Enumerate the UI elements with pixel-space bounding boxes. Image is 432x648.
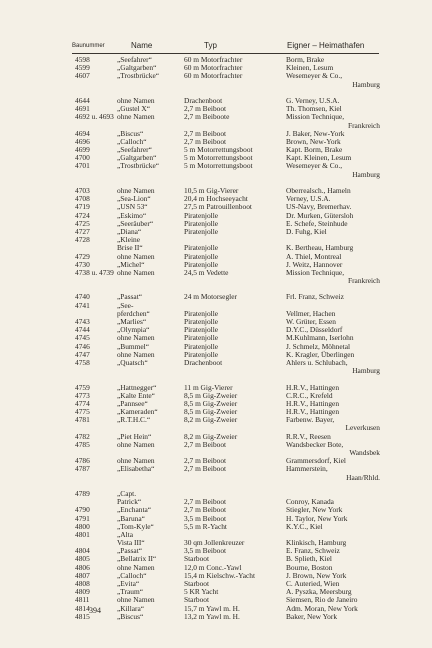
- cell-eigner: H.R.V., Hattingen: [286, 382, 340, 392]
- cell-baunummer: 4599: [75, 63, 90, 73]
- cell-name: „Traum“: [117, 587, 144, 597]
- cell-typ: Drachenboot: [184, 95, 223, 105]
- cell-baunummer: 4800: [75, 521, 90, 531]
- cell-eigner: Kapt. Borm, Brake: [286, 145, 343, 155]
- table-row: [0, 277, 432, 285]
- table-header: [0, 40, 432, 53]
- header-rule: [72, 53, 379, 54]
- cell-typ: 24 m Motorsegler: [184, 292, 237, 302]
- cell-typ: Drachenboot: [184, 357, 223, 367]
- cell-eigner: Mission Technique,: [286, 267, 345, 277]
- cell-name: „Evita“: [117, 579, 140, 588]
- cell-baunummer: 4727: [75, 226, 90, 236]
- header-name: Name: [131, 41, 153, 50]
- cell-eigner: Farbenw. Bayer,: [286, 415, 335, 425]
- cell-eigner: Frl. Franz, Schweiz: [286, 292, 344, 302]
- cell-eigner: Hammerstein,: [286, 464, 328, 474]
- cell-eigner-continued: Hamburg: [352, 366, 380, 376]
- cell-baunummer: 4724: [75, 210, 90, 220]
- cell-eigner: Vellmer, Hachen: [286, 308, 336, 318]
- cell-name: „Passat“: [117, 546, 143, 556]
- cell-name: ohne Namen: [117, 267, 155, 277]
- cell-typ: Starboot: [184, 595, 210, 605]
- cell-typ: 27,5 m Patrouillenboot: [184, 202, 252, 212]
- cell-baunummer: 4740: [75, 292, 90, 302]
- cell-typ: Piratenjolle: [184, 308, 219, 318]
- cell-baunummer: 4811: [75, 595, 90, 605]
- cell-eigner-continued: Wandsbek: [349, 448, 380, 457]
- cell-eigner: Baker, New York: [286, 611, 338, 621]
- cell-typ: Piratenjolle: [184, 226, 219, 236]
- cell-name: „Pannsee“: [117, 398, 148, 408]
- cell-eigner: K. Bertheau, Hamburg: [286, 243, 354, 253]
- cell-typ: 30 qm Jollenkreuzer: [184, 538, 245, 548]
- cell-eigner: A. Pyszka, Meersburg: [286, 587, 352, 597]
- cell-name: „Biscus“: [117, 611, 144, 621]
- cell-typ: 13,2 m Yawl m. H.: [184, 611, 240, 621]
- cell-eigner: Siemsen, Rio de Janeiro: [286, 595, 358, 605]
- cell-eigner: Kapt. Kleinen, Lesum: [286, 153, 352, 163]
- cell-eigner: R.R.V., Reesen: [286, 431, 331, 441]
- cell-typ: 11 m Gig-Vierer: [184, 382, 233, 392]
- cell-name: „Baruna“: [117, 513, 145, 523]
- cell-baunummer: 4607: [75, 71, 90, 81]
- cell-typ: 15,4 m Kielschw.-Yacht: [184, 570, 256, 580]
- cell-typ: 5 KR Yacht: [184, 587, 219, 597]
- cell-eigner-continued: Leverkusen: [345, 423, 380, 433]
- cell-baunummer: 4738 u. 4739: [75, 267, 114, 277]
- cell-eigner: Borm, Brake: [286, 55, 325, 64]
- cell-baunummer: 4807: [75, 570, 90, 580]
- cell-typ: Piratenjolle: [184, 251, 219, 261]
- cell-typ: 2,7 m Beiboot: [184, 505, 227, 515]
- cell-eigner: B. Splieth, Kiel: [286, 554, 332, 564]
- cell-name: „Kalte Ente“: [117, 390, 155, 400]
- cell-eigner: E. Franz, Schweiz: [286, 546, 340, 556]
- cell-name: „Marlies“: [117, 317, 147, 326]
- cell-eigner-continued: Frankreich: [347, 120, 380, 130]
- cell-typ: 2,7 m Beiboot: [184, 128, 227, 138]
- cell-eigner: G. Verney, U.S.A.: [286, 95, 340, 105]
- cell-eigner: Dr. Murken, Gütersloh: [286, 210, 354, 220]
- cell-name: „Elisabetha“: [117, 464, 155, 474]
- cell-baunummer: 4699: [75, 145, 90, 155]
- cell-name: Patrick“: [117, 497, 142, 507]
- cell-baunummer: 4808: [75, 579, 90, 588]
- cell-name: „Trostbrücke“: [117, 71, 160, 81]
- cell-baunummer: 4801: [75, 529, 90, 539]
- cell-typ: Piratenjolle: [184, 243, 219, 253]
- cell-name: ohne Namen: [117, 112, 155, 122]
- cell-typ: Piratenjolle: [184, 218, 219, 228]
- cell-name: „Galtgarben“: [117, 63, 157, 73]
- cell-typ: Piratenjolle: [184, 259, 219, 269]
- cell-eigner: J. Baker, New-York: [286, 128, 345, 138]
- cell-baunummer: 4746: [75, 341, 90, 351]
- cell-name: Vista III“: [117, 538, 145, 548]
- cell-baunummer: 4694: [75, 128, 90, 138]
- cell-name: „Seefahrer“: [117, 145, 152, 155]
- cell-name: „Gustel X“: [117, 104, 151, 114]
- cell-typ: 5 m Motorrettungsboot: [184, 153, 253, 163]
- cell-eigner: A. Thiel, Montreal: [286, 251, 342, 261]
- table-row: [0, 613, 432, 621]
- cell-typ: Starboot: [184, 579, 210, 588]
- cell-name: „Seeräuber“: [117, 218, 154, 228]
- cell-typ: 5 m Motorrettungsboot: [184, 161, 253, 171]
- cell-baunummer: 4815: [75, 611, 90, 621]
- cell-baunummer: 4701: [75, 161, 90, 171]
- cell-baunummer: 4598: [75, 55, 90, 64]
- cell-typ: 2,7 m Beiboote: [184, 112, 230, 122]
- cell-eigner: C. Auteried, Wien: [286, 579, 340, 588]
- cell-name: „Enchanta“: [117, 505, 152, 515]
- cell-baunummer: 4814: [75, 603, 90, 613]
- cell-typ: 8,5 m Gig-Zweier: [184, 407, 238, 417]
- cell-name: „Quatsch“: [117, 357, 148, 367]
- cell-eigner: Oberrealsch., Hameln: [286, 186, 351, 195]
- cell-typ: 60 m Motorfrachter: [184, 63, 243, 73]
- cell-typ: 3,5 m Beiboot: [184, 546, 227, 556]
- cell-baunummer: 4805: [75, 554, 90, 564]
- cell-name: „Kleine: [117, 235, 140, 245]
- cell-typ: 8,2 m Gig-Zweier: [184, 415, 238, 425]
- cell-name: „Kameraden“: [117, 407, 158, 417]
- cell-baunummer: 4644: [75, 95, 90, 105]
- cell-typ: Starboot: [184, 554, 210, 564]
- cell-eigner: H. Taylor, New York: [286, 513, 348, 523]
- cell-eigner-continued: Hamburg: [352, 169, 380, 179]
- cell-eigner: Th. Thomsen, Kiel: [286, 104, 342, 114]
- header-typ: Typ: [204, 41, 217, 50]
- cell-typ: 2,7 m Beiboot: [184, 464, 227, 474]
- cell-typ: 10,5 m Gig-Vierer: [184, 186, 239, 195]
- cell-typ: 2,7 m Beiboot: [184, 136, 227, 146]
- cell-baunummer: 4809: [75, 587, 90, 597]
- cell-eigner: US-Navy, Bremerhav.: [286, 202, 352, 212]
- cell-eigner: Adm. Moran, New York: [286, 603, 358, 613]
- cell-name: „USN 53“: [117, 202, 148, 212]
- cell-eigner: H.R.V., Hattingen: [286, 398, 340, 408]
- table-row: [0, 367, 432, 375]
- cell-typ: 12,0 m Conc.-Yawl: [184, 562, 242, 572]
- cell-name: „Killara“: [117, 603, 145, 613]
- cell-baunummer: 4804: [75, 546, 90, 556]
- cell-typ: Piratenjolle: [184, 349, 219, 359]
- cell-name: „Michel“: [117, 259, 145, 269]
- cell-name: „Diana“: [117, 226, 142, 236]
- cell-name: „Calloch“: [117, 570, 147, 580]
- cell-name: ohne Namen: [117, 186, 155, 195]
- cell-eigner: M.Kuhlmann, Iserlohn: [286, 333, 354, 343]
- table-row: [0, 588, 432, 596]
- cell-typ: 20,4 m Hochseeyacht: [184, 194, 248, 204]
- cell-name: Brise II“: [117, 243, 143, 253]
- cell-eigner: K.Y.C., Kiel: [286, 521, 323, 531]
- cell-baunummer: 4700: [75, 153, 90, 163]
- cell-baunummer: 4725: [75, 218, 90, 228]
- cell-name: ohne Namen: [117, 439, 155, 449]
- cell-eigner-continued: Haan/Rhld.: [346, 472, 380, 482]
- cell-name: „Piet Hein“: [117, 431, 152, 441]
- cell-typ: 5,5 m R-Yacht: [184, 521, 227, 531]
- cell-baunummer: 4781: [75, 415, 90, 425]
- cell-baunummer: 4790: [75, 505, 90, 515]
- cell-name: „Sea-Lion“: [117, 194, 151, 204]
- cell-eigner: Wesemeyer & Co.,: [286, 161, 343, 171]
- cell-typ: 2,7 m Beiboot: [184, 456, 227, 466]
- cell-name: „Trostbrücke“: [117, 161, 160, 171]
- cell-name: „Bummel“: [117, 341, 150, 351]
- cell-eigner: Mission Technique,: [286, 112, 345, 122]
- cell-name: „Passat“: [117, 292, 143, 302]
- cell-baunummer: 4787: [75, 464, 90, 474]
- cell-typ: 8,5 m Gig-Zweier: [184, 390, 238, 400]
- cell-baunummer: 4719: [75, 202, 90, 212]
- cell-eigner: Kleinen, Lesum: [286, 63, 334, 73]
- table-row: [0, 293, 432, 301]
- cell-name: „Bellatrix II“: [117, 554, 157, 564]
- cell-typ: 2,7 m Beiboot: [184, 497, 227, 507]
- cell-typ: Piratenjolle: [184, 333, 219, 343]
- cell-baunummer: 4806: [75, 562, 90, 572]
- cell-eigner: K. Kragler, Überlingen: [286, 349, 355, 359]
- cell-typ: 8,5 m Gig-Zweier: [184, 398, 238, 408]
- cell-eigner: E. Schefe, Steinhude: [286, 218, 348, 228]
- cell-name: „Seefahrer“: [117, 55, 152, 64]
- cell-baunummer: 4747: [75, 349, 90, 359]
- cell-baunummer: 4728: [75, 235, 90, 245]
- cell-baunummer: 4775: [75, 407, 90, 417]
- cell-baunummer: 4758: [75, 357, 90, 367]
- cell-eigner: W. Grüter, Essen: [286, 317, 336, 326]
- cell-baunummer: 4785: [75, 439, 90, 449]
- cell-eigner: Klinkisch, Hamburg: [286, 538, 347, 548]
- cell-eigner: Bourne, Boston: [286, 562, 333, 572]
- cell-eigner-continued: Frankreich: [347, 276, 380, 286]
- cell-typ: 8,2 m Gig-Zweier: [184, 431, 238, 441]
- table-body: [0, 56, 432, 621]
- cell-name: pferdchen“: [117, 308, 150, 318]
- cell-eigner: D.Y.C., Düsseldorf: [286, 325, 343, 335]
- cell-baunummer: 4691: [75, 104, 90, 114]
- cell-name: „Eskimo“: [117, 210, 147, 220]
- cell-baunummer: 4729: [75, 251, 90, 261]
- cell-typ: 15,7 m Yawl m. H.: [184, 603, 240, 613]
- cell-baunummer: 4741: [75, 300, 90, 310]
- cell-eigner: Conroy, Kanada: [286, 497, 334, 507]
- cell-baunummer: 4696: [75, 136, 90, 146]
- table-row: [0, 228, 432, 236]
- cell-eigner: Wandsbecker Bote,: [286, 439, 344, 449]
- cell-baunummer: 4774: [75, 398, 90, 408]
- cell-eigner: C.R.C., Krefeld: [286, 390, 333, 400]
- cell-name: „Tom-Kyle“: [117, 521, 154, 531]
- cell-baunummer: 4786: [75, 456, 90, 466]
- cell-typ: Piratenjolle: [184, 317, 219, 326]
- cell-eigner: Brown, New-York: [286, 136, 341, 146]
- cell-baunummer: 4730: [75, 259, 90, 269]
- cell-typ: Piratenjolle: [184, 325, 219, 335]
- table-row: [0, 171, 432, 179]
- cell-eigner: J. Brown, New York: [286, 570, 347, 580]
- cell-name: „Biscus“: [117, 128, 144, 138]
- cell-typ: 60 m Motorfrachter: [184, 55, 243, 64]
- cell-name: „R.T.H.C.“: [117, 415, 151, 425]
- table-row: [0, 474, 432, 482]
- cell-name: „Galtgarben“: [117, 153, 157, 163]
- cell-name: ohne Namen: [117, 595, 155, 605]
- cell-baunummer: 4759: [75, 382, 90, 392]
- cell-name: ohne Namen: [117, 456, 155, 466]
- table-row: [0, 81, 432, 89]
- cell-name: ohne Namen: [117, 95, 155, 105]
- cell-baunummer: 4782: [75, 431, 90, 441]
- table-row: [0, 547, 432, 555]
- cell-typ: Piratenjolle: [184, 210, 219, 220]
- cell-baunummer: 4773: [75, 390, 90, 400]
- header-baunummer: Baunummer: [72, 43, 105, 49]
- cell-eigner: J. Weitz, Hannover: [286, 259, 343, 269]
- cell-typ: 3,5 m Beiboot: [184, 513, 227, 523]
- row-spacer: [0, 482, 432, 490]
- cell-name: ohne Namen: [117, 333, 155, 343]
- cell-eigner: H.R.V., Hattingen: [286, 407, 340, 417]
- cell-typ: 2,7 m Beiboot: [184, 439, 227, 449]
- cell-typ: 5 m Motorrettungsboot: [184, 145, 253, 155]
- cell-eigner: Stiegler, New York: [286, 505, 343, 515]
- cell-typ: 2,7 m Beiboot: [184, 104, 227, 114]
- cell-eigner: Ahlers u. Schlubach,: [286, 357, 348, 367]
- cell-eigner: Grammersdorf, Kiel: [286, 456, 346, 466]
- cell-name: ohne Namen: [117, 251, 155, 261]
- cell-name: „Olympia“: [117, 325, 150, 335]
- cell-eigner: Verney, U.S.A.: [286, 194, 331, 204]
- cell-typ: 24,5 m Vedette: [184, 267, 229, 277]
- cell-eigner: J. Schmelz, Möhnetal: [286, 341, 351, 351]
- table-row: [0, 523, 432, 531]
- cell-baunummer: 4708: [75, 194, 90, 204]
- cell-baunummer: 4692 u. 4693: [75, 112, 114, 122]
- header-eigner: Eigner – Heimathafen: [287, 41, 365, 50]
- cell-eigner-continued: Hamburg: [352, 79, 380, 89]
- cell-typ: Piratenjolle: [184, 341, 219, 351]
- cell-name: ohne Namen: [117, 349, 155, 359]
- cell-name: „Alta: [117, 529, 134, 539]
- page-number: 394: [89, 606, 101, 615]
- cell-typ: 60 m Motorfrachter: [184, 71, 243, 81]
- cell-baunummer: 4789: [75, 488, 90, 498]
- cell-name: „Hattnegger“: [117, 382, 157, 392]
- cell-eigner: D. Fuhg, Kiel: [286, 226, 327, 236]
- cell-baunummer: 4744: [75, 325, 90, 335]
- cell-baunummer: 4743: [75, 317, 90, 326]
- cell-baunummer: 4791: [75, 513, 90, 523]
- table-row: [0, 572, 432, 580]
- cell-name: „See-: [117, 300, 134, 310]
- cell-baunummer: 4745: [75, 333, 90, 343]
- cell-baunummer: 4703: [75, 186, 90, 195]
- cell-name: „Capt.: [117, 488, 137, 498]
- cell-eigner: Wesemeyer & Co.,: [286, 71, 343, 81]
- cell-name: ohne Namen: [117, 562, 155, 572]
- cell-name: „Calloch“: [117, 136, 147, 146]
